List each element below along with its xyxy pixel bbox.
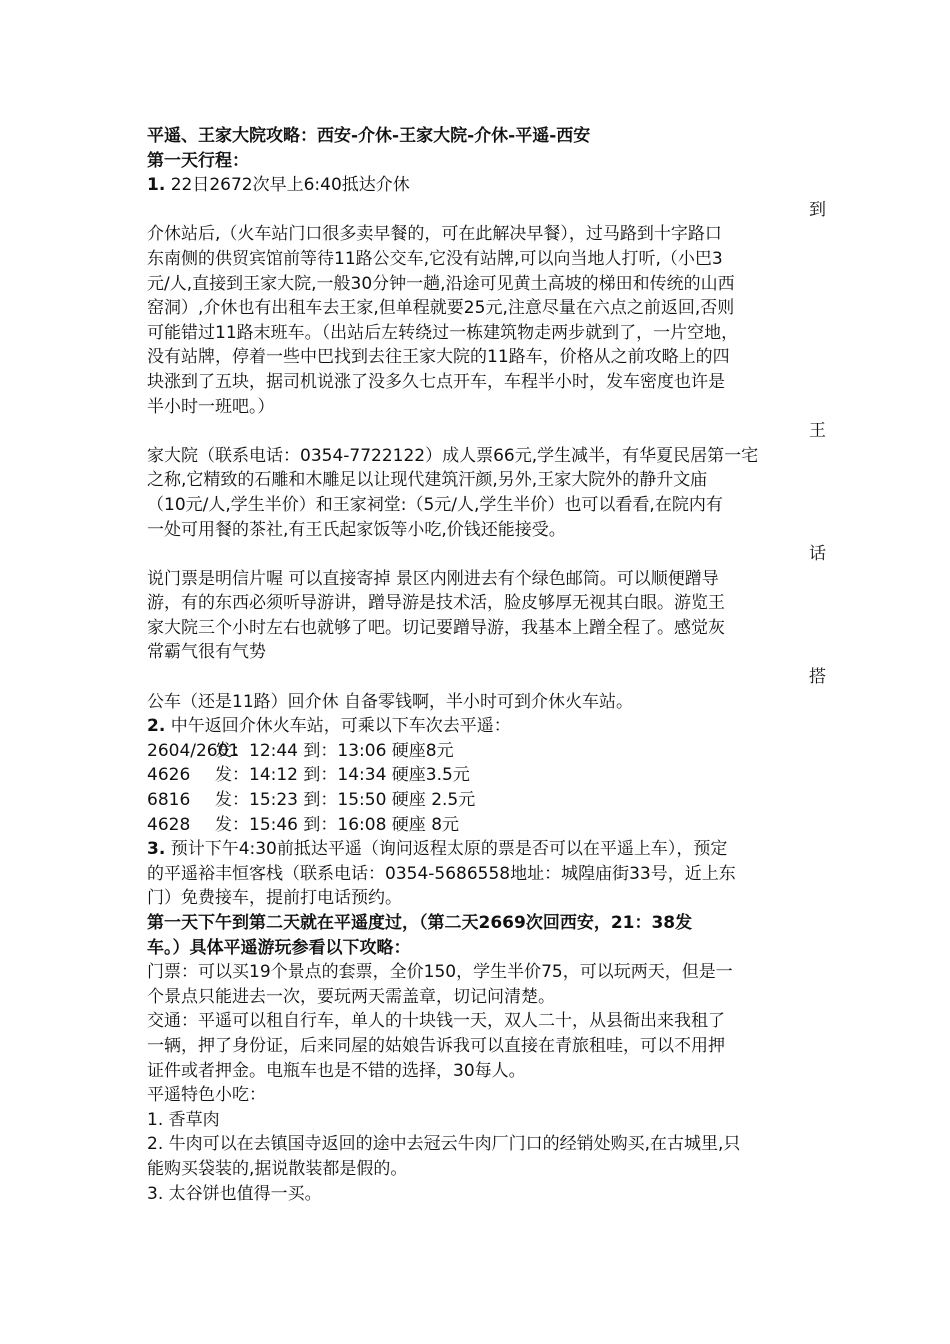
train-times: 发：14:12 到：14:34 硬座3.5元 bbox=[215, 765, 470, 786]
transport-paragraph bbox=[147, 1009, 827, 1083]
paragraph-line: 没有站牌，停着一些中巴找到去往王家大院的11路车，价格从之前攻略上的四 bbox=[147, 347, 730, 368]
paragraph-line: 可能错过11路末班车。（出站后左转绕过一栋建筑物走两步就到了，一片空地， bbox=[147, 322, 739, 343]
item-2-number: 2. bbox=[147, 716, 166, 737]
snacks-heading: 平遥特色小吃： bbox=[147, 1085, 266, 1106]
wang-paragraph bbox=[147, 444, 827, 542]
schedule-row bbox=[147, 763, 827, 788]
list-item: 3. 太谷饼也值得一买。 bbox=[147, 1183, 322, 1204]
tickets-paragraph bbox=[147, 960, 827, 1009]
paragraph-line: 门）免费接车，提前打电话预约。 bbox=[147, 888, 402, 909]
train-number: 6816 bbox=[147, 790, 191, 811]
talk-lead-char: 话 bbox=[809, 544, 826, 565]
paragraph-line: 元/人,直接到王家大院,一般30分钟一趟,沿途可见黄土高坡的梯田和传统的山西 bbox=[147, 273, 735, 294]
train-number: 4626 bbox=[147, 765, 191, 786]
paragraph-line: 个景点只能进去一次，要玩两天需盖章，切记问清楚。 bbox=[147, 986, 555, 1007]
list-item: 1. 香草肉 bbox=[147, 1109, 220, 1130]
paragraph-line: 门票：可以买19个景点的套票，全价150，学生半价75，可以玩两天，但是一 bbox=[147, 962, 733, 983]
item-1-text: 22日2672次早上6:40抵达介休 bbox=[165, 175, 410, 196]
paragraph-line: 的平遥裕丰恒客栈（联系电话：0354-5686558地址：城隍庙街33号，近上东 bbox=[147, 863, 736, 884]
arrive-lead-char: 到 bbox=[809, 199, 826, 220]
item-2 bbox=[147, 714, 827, 739]
wang-lead-char: 王 bbox=[809, 421, 826, 442]
list-item: 2. 牛肉可以在去镇国寺返回的途中去冠云牛肉厂门口的经销处购买,在古城里,只 bbox=[147, 1134, 741, 1155]
paragraph-line: 东南侧的供贸宾馆前等待11路公交车,它没有站牌,可以向当地人打听,（小巴3 bbox=[147, 248, 723, 269]
schedule-row bbox=[147, 813, 827, 838]
train-number: 2604/2601 bbox=[147, 740, 240, 761]
item-2-text: 中午返回介休火车站，可乘以下车次去平遥： bbox=[165, 716, 511, 737]
item-1-number: 1. bbox=[147, 175, 166, 196]
item-3 bbox=[147, 837, 827, 911]
arrive-paragraph bbox=[147, 222, 827, 419]
paragraph-line: 半小时一班吧。） bbox=[147, 396, 275, 417]
paragraph-line: （10元/人,学生半价）和王家祠堂:（5元/人,学生半价）也可以看看,在院内有 bbox=[147, 494, 723, 515]
paragraph-line: 窑洞）,介休也有出租车去王家,但单程就要25元,注意尽量在六点之前返回,否则 bbox=[147, 298, 735, 319]
paragraph-line: 常霸气很有气势 bbox=[147, 642, 266, 663]
paragraph-line: 一辆，押了身份证，后来同屋的姑娘告诉我可以直接在青旅租哇，可以不用押 bbox=[147, 1035, 725, 1056]
item-1 bbox=[147, 173, 827, 198]
paragraph-line: 交通：平遥可以租自行车，单人的十块钱一天，双人二十，从县衙出来我租了 bbox=[147, 1011, 725, 1032]
paragraph-line: 说门票是明信片喔 可以直接寄掉 景区内刚进去有个绿色邮筒。可以顺便蹭导 bbox=[147, 568, 719, 589]
bus-paragraph bbox=[147, 690, 827, 715]
heading-line: 第一天下午到第二天就在平遥度过，（第二天2669次回西安，21：38发 bbox=[147, 913, 693, 933]
paragraph-line: 公车（还是11路）回介休 自备零钱啊，半小时可到介休火车站。 bbox=[147, 691, 634, 712]
schedule-row bbox=[147, 739, 827, 764]
paragraph-line: 之称,它精致的石雕和木雕足以让现代建筑汗颜,另外,王家大院外的静升文庙 bbox=[147, 470, 708, 491]
document-title: 平遥、王家大院攻略：西安-介休-王家大院-介休-平遥-西安 bbox=[147, 126, 591, 146]
schedule-row bbox=[147, 788, 827, 813]
talk-paragraph bbox=[147, 567, 827, 665]
paragraph-line: 证件或者押金。电瓶车也是不错的选择，30每人。 bbox=[147, 1060, 526, 1081]
item-3-number: 3. bbox=[147, 839, 166, 860]
bus-lead-char: 搭 bbox=[809, 667, 826, 688]
train-number: 4628 bbox=[147, 814, 191, 835]
train-times: 发：15:23 到：15:50 硬座 2.5元 bbox=[215, 790, 476, 811]
snacks-list bbox=[147, 1108, 827, 1206]
train-times: 发：12:44 到：13:06 硬座8元 bbox=[215, 740, 454, 761]
paragraph-line: 一处可用餐的茶社,有王氏起家饭等小吃,价钱还能接受。 bbox=[147, 519, 566, 540]
paragraph-line: 预计下午4:30前抵达平遥（询问返程太原的票是否可以在平遥上车），预定 bbox=[165, 839, 728, 860]
heading-line: 车。）具体平遥游玩参看以下攻略： bbox=[147, 937, 411, 958]
paragraph-line: 块涨到了五块，据司机说涨了没多久七点开车，车程半小时，发车密度也许是 bbox=[147, 371, 725, 392]
list-item: 能购买袋装的,据说散装都是假的。 bbox=[147, 1158, 408, 1179]
document-page bbox=[147, 124, 827, 1206]
paragraph-line: 游，有的东西必须听导游讲，蹭导游是技术活，脸皮够厚无视其白眼。游览王 bbox=[147, 593, 725, 614]
pingyao-heading bbox=[147, 911, 827, 960]
day1-heading: 第一天行程： bbox=[147, 150, 249, 171]
train-schedule bbox=[147, 739, 827, 837]
train-times: 发：15:46 到：16:08 硬座 8元 bbox=[215, 814, 460, 835]
paragraph-line: 介休站后,（火车站门口很多卖早餐的，可在此解决早餐），过马路到十字路口 bbox=[147, 224, 722, 245]
paragraph-line: 家大院（联系电话：0354-7722122）成人票66元,学生减半，有华夏民居第一宅 bbox=[147, 445, 759, 466]
paragraph-line: 家大院三个小时左右也就够了吧。切记要蹭导游，我基本上蹭全程了。感觉灰 bbox=[147, 617, 725, 638]
